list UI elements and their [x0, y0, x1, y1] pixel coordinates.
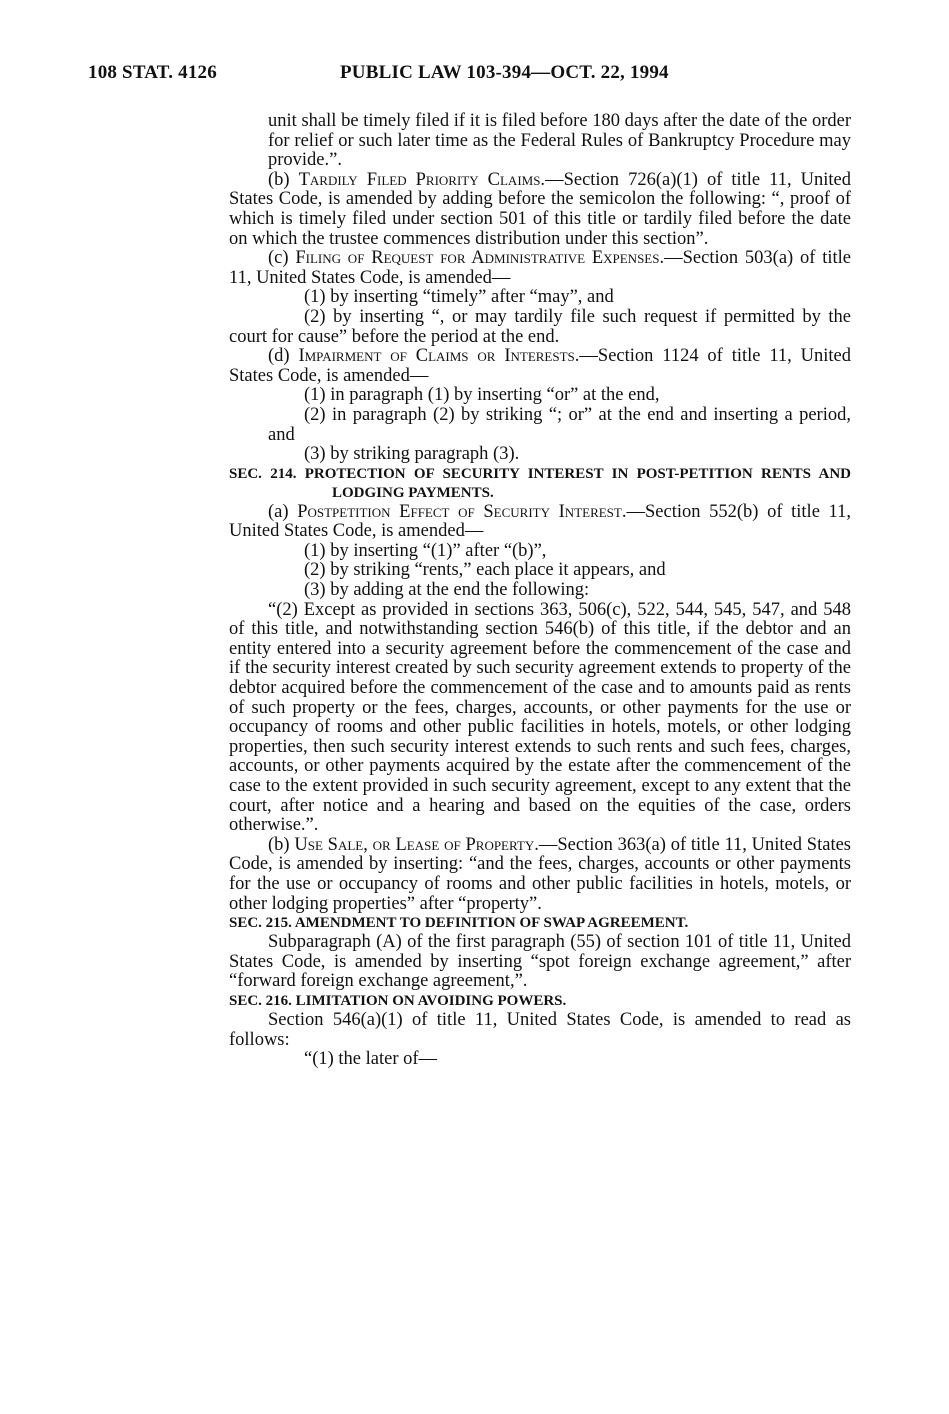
paragraph-d1: (1) in paragraph (1) by inserting “or” at the end,	[304, 385, 660, 406]
subsection-text: —Section 726(a)(1) of title 11, United States Code, is amended by adding before the semicolon the following: “, proof of which is timely filed under section 501 of this title or tardily filed before the date on which the trustee commences distribution under this section”.	[229, 169, 851, 249]
subsection-text: —Section 1124 of title 11, United States Code, is amended—	[229, 346, 851, 386]
subsection-label: (b)	[268, 834, 295, 855]
subsection-c-administrative-expenses	[229, 249, 851, 288]
section-215-heading: SEC. 215. AMENDMENT TO DEFINITION OF SWAP AGREEMENT.	[229, 915, 689, 932]
subsection-label: (c)	[268, 248, 296, 269]
subsection-214a	[229, 503, 851, 542]
subsection-label: (a)	[268, 501, 298, 522]
subsection-label: (d)	[268, 346, 299, 367]
paragraph-d3: (3) by striking paragraph (3).	[304, 444, 520, 465]
subsection-d-impairment	[229, 347, 851, 386]
paragraph-214a1: (1) by inserting “(1)” after “(b)”,	[304, 540, 547, 561]
section-216-heading: SEC. 216. LIMITATION ON AVOIDING POWERS.	[229, 992, 567, 1009]
subsection-title: Use Sale, or Lease of Property.	[294, 834, 539, 855]
paragraph-continuation: unit shall be timely filed if it is filed before 180 days after the date of the order for relief or such later time as the Federal Rules of Bankruptcy Procedure may provide.”.	[268, 111, 851, 171]
subsection-214b	[229, 836, 851, 914]
section-215-text: Subparagraph (A) of the first paragraph (55) of section 101 of title 11, United States Code, is amended by inserting “spot foreign exchange agreement,” after “forward foreign exchange agreement,”.	[229, 932, 851, 992]
paragraph-d2: (2) in paragraph (2) by striking “; or” at the end and inserting a period, and	[268, 404, 851, 445]
subsection-text: —Section 503(a) of title 11, United States Code, is amended—	[229, 248, 851, 288]
paragraph-214a2: (2) by striking “rents,” each place it appears, and	[304, 560, 666, 581]
subsection-title: Postpetition Effect of Security Interest.	[297, 501, 627, 522]
quoted-paragraph-214: “(2) Except as provided in sections 363, 506(c), 522, 544, 545, 547, and 548 of this title, and notwithstanding section 546(b) of this title, if the debtor and an entity entered into a security agreement before the commencement of the case and if the security interest created by such security agreement extends to property of the debtor acquired before the commencement of the case and to amounts paid as rents of such property or the fees, charges, accounts, or other payments for the use or occupancy of rooms and other public facilities in hotels, motels, or other lodging properties, then such security interest extends to such rents and such fees, charges, accounts, or other payments acquired by the estate after the commencement of the case to the extent provided in such security agreement, except to any extent that the court, after notice and a hearing and based on the equities of the case, orders otherwise.”.	[229, 599, 851, 836]
paragraph-c2: (2) by inserting “, or may tardily file such request if permitted by the court for cause” before the period at the end.	[229, 306, 851, 347]
subsection-title: Tardily Filed Priority Claims.	[298, 169, 546, 190]
subsection-label: (b)	[268, 169, 299, 190]
section-216-paragraph-1: “(1) the later of—	[304, 1049, 438, 1070]
public-law-title: PUBLIC LAW 103-394—OCT. 22, 1994	[340, 62, 669, 83]
subsection-text: —Section 552(b) of title 11, United States Code, is amended—	[229, 501, 851, 542]
statute-citation: 108 STAT. 4126	[88, 62, 217, 83]
section-214-heading: SEC. 214. PROTECTION OF SECURITY INTEREST IN POST-PETITION RENTS AND LODGING PAYMENTS.	[229, 465, 851, 501]
section-216-text: Section 546(a)(1) of title 11, United States Code, is amended to read as follows:	[229, 1009, 851, 1050]
subsection-b-tardily-filed	[229, 171, 851, 249]
paragraph-c1: (1) by inserting “timely” after “may”, and	[304, 287, 614, 308]
subsection-text: —Section 363(a) of title 11, United States Code, is amended by inserting: “and the fees, charges, accounts or other payments for the use or occupancy of rooms and other public facilities in hotels, motels, or other lodging properties” after “property”.	[229, 834, 851, 914]
paragraph-214a3: (3) by adding at the end the following:	[304, 580, 590, 601]
document-body	[229, 112, 851, 1070]
subsection-title: Impairment of Claims or Interests.	[298, 346, 580, 367]
subsection-title: Filing of Request for Administrative Expenses.	[295, 248, 665, 269]
